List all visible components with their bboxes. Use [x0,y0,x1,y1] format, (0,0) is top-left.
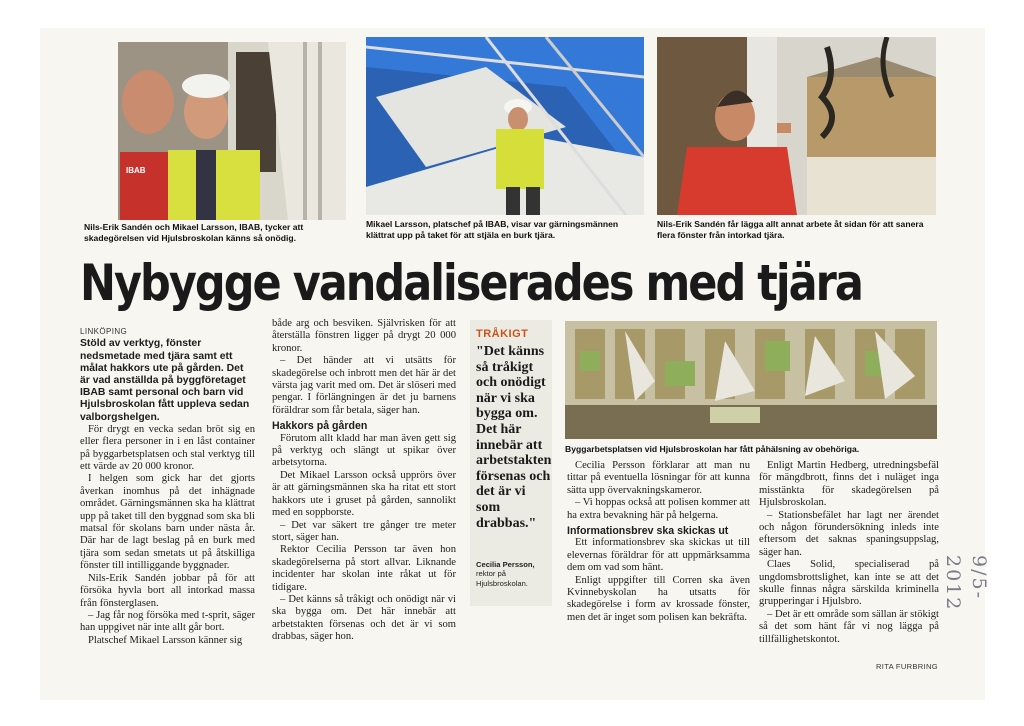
ibab-badge: IBAB [126,166,146,175]
paragraph: Ett informationsbrev ska skickas ut till elevernas föräldrar för att uppmärksamma dem om vad som hänt. [567,537,750,574]
photo-caption: Byggarbetsplatsen vid Hjulsbroskolan har fått påhälsning av obehöriga. [565,444,860,454]
ingress: Stöld av verktyg, fönster nedsmetade med tjära samt ett målat hakkors ute på gården. Det är vad anställda på byggföretaget IBAB samt personal och barn vid Hjulsbroskolan fått uppleva sedan valborgshelgen. [80,338,250,423]
pull-quote-kicker: TRÅKIGT [476,328,529,340]
pull-quote-role: rektor på Hjulsbroskolan. [476,569,528,588]
photo-window-tar [657,37,936,215]
paragraph: – Stationsbefälet har lagt ner ärendet och någon förundersökning inleds inte eftersom det saknas spaningsuppslag, säger han. [759,509,939,558]
paragraph: – Det känns så tråkigt och onödigt när vi ska bygga om. Det här innebär att arbetstakten försenas och det är vi som drabbas, säger hon. [272,593,456,643]
column-1 [80,326,255,647]
paragraph: Förutom allt kladd har man även gett sig på verktyg och slängt ut spikar över arbetsytorna. [272,432,456,469]
column-3 [567,460,750,624]
photo-caption: Nils-Erik Sandén får lägga allt annat arbete åt sidan för att sanera flera fönster från intorkad tjära. [657,219,924,240]
photo-scaffolding [366,37,644,215]
paragraph: Claes Solid, specialiserad på ungdomsbrottslighet, kan inte se att det skulle finnas några särskilda kriminella grupperingar i Hjulsbro. [759,559,939,608]
paragraph: Rektor Cecilia Persson tar även hon skadegörelserna på stort allvar. Liknande incidenter har skolan inte råkat ut för tidigare. [272,544,456,593]
paragraph: – Vi hoppas också att polisen kommer att ha extra bevakning här på helgerna. [567,497,750,521]
paragraph: Nils-Erik Sandén jobbar på för att försöka hyvla bort all intorkad massa från fönsterglasen. [80,572,255,609]
column-2 [272,318,456,644]
pull-quote-text: "Det känns så tråkigt och onödigt när vi ska bygga om. Det här innebär att arbetstakten försenas och det är vi som drabbas." [476,344,552,531]
paragraph: – Det händer att vi utsätts för skadegörelse och inbrott men det här är det värsta jag varit med om. Det är slöseri med pengar. I förlängningen är det ju barnens föräldrar som får betala, säger han. [272,355,456,416]
handwritten-date: 9/5-2012 [942,555,990,612]
paragraph: – Jag får nog försöka med t-sprit, säger han uppgivet när inte allt går bort. [80,609,255,634]
paragraph: Platschef Mikael Larsson känner sig [88,634,243,646]
photo-caption: Nils-Erik Sandén och Mikael Larsson, IBAB, tycker att skadegörelsen vid Hjulsbroskolan känns så onödig. [84,222,304,243]
paragraph: För drygt en vecka sedan bröt sig en eller flera personer in i en låst container på byggarbetsplatsen och stal verktyg till ett värde av 20 000 kronor. [80,423,255,473]
photo-two-men [118,42,346,220]
paragraph: Cecilia Persson förklarar att man nu tittar på eventuella lösningar för att kunna sätta upp övervakningskameror. [567,460,750,496]
subheading: Hakkors på gården [272,420,368,433]
author-signature: RITA FURBRING [876,662,938,671]
paragraph: I helgen som gick har det gjorts åverkan inomhus på det inhägnade området. Gärningsmännen ska ha klättrat upp på taket till den byggnad som ska bli matsal för skolans barn under nästa år. Där har de lagt beslag på en burk med tjära som sedan smetats ut på åtskilliga fönster till intilliggande byggnader. [80,473,255,572]
pull-quote-name: Cecilia Persson, [476,560,535,569]
photo-caption: Mikael Larsson, platschef på IBAB, visar var gärningsmännen klättrat upp på taket för att stjäla en burk tjära. [366,219,619,240]
paragraph: både arg och besviken. Självrisken för att återställa fönstren ligger på drygt 20 000 kronor. [272,318,456,354]
paragraph: – Det var säkert tre gånger tre meter stort, säger han. [272,519,456,543]
pull-quote-box [470,320,552,606]
subheading: Informationsbrev ska skickas ut [567,525,729,538]
headline: Nybygge vandaliserades med tjära [80,254,862,312]
pull-quote-byline [476,560,552,588]
column-4 [759,460,939,646]
photo-construction-site [565,321,937,439]
paragraph: Det Mikael Larsson också upprörs över är att gärningsmännen ska ha ritat ett stort hakkors ute i gruset på gården, sannolikt med en soppborste. [272,469,456,519]
paragraph: – Det är ett område som sällan är stökigt så det som hänt får vi nog lägga på tillfällighetskontot. [759,608,939,645]
paragraph: Enligt uppgifter till Corren ska även Kvinnebyskolan ha utsatts för skadegörelse i form av krossade fönster, men det är inget som polisen kan bekräfta. [567,574,750,623]
dateline: LINKÖPING [80,327,128,336]
paragraph: Enligt Martin Hedberg, utredningsbefäl för mängdbrott, finns det i nuläget inga misstänkta för skadegörelsen på Hjulsbroskolan. [759,460,939,509]
